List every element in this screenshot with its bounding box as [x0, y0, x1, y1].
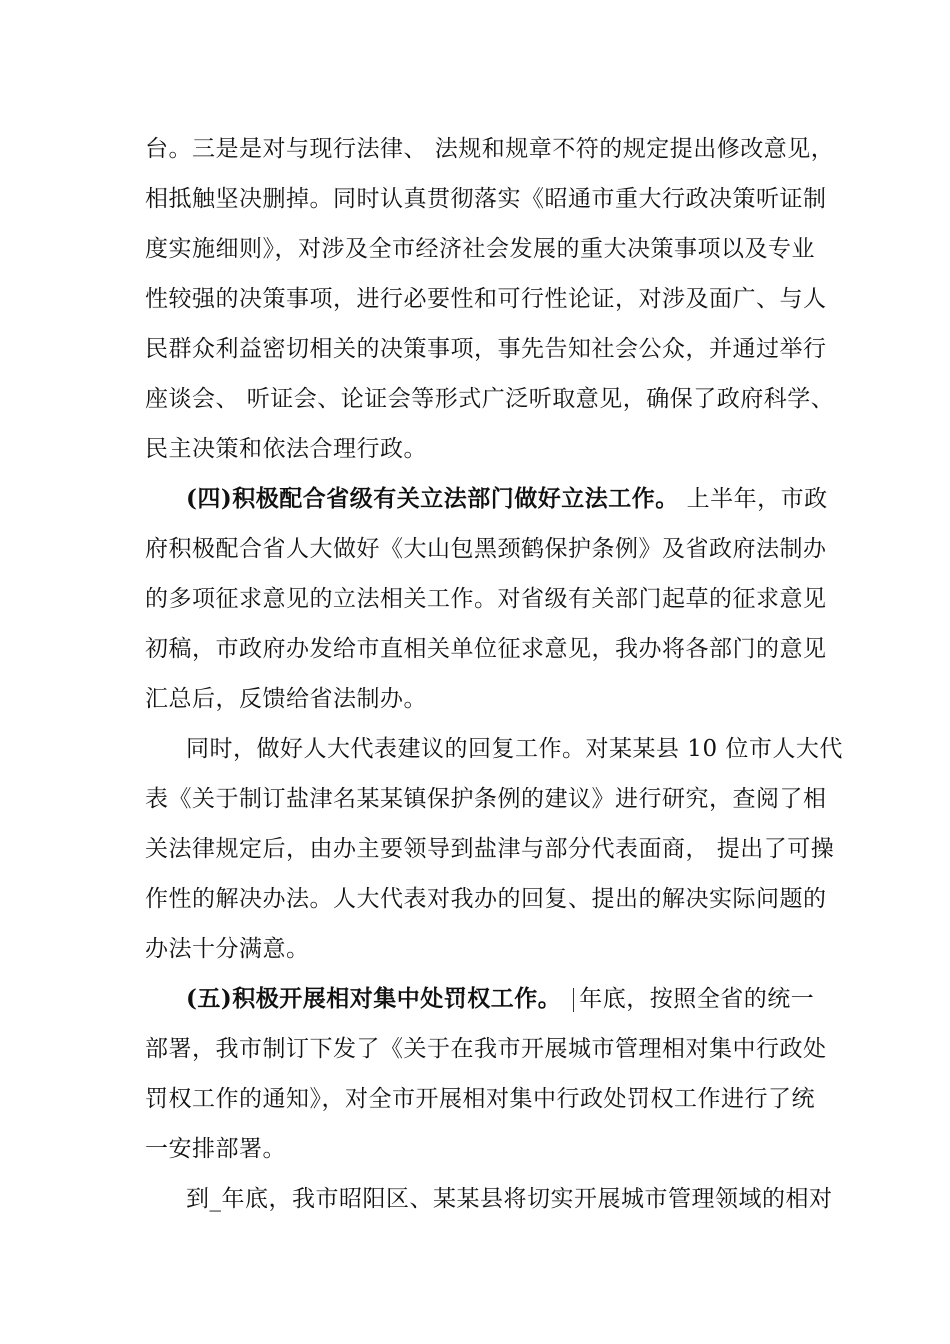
section-heading-5: (五)积极开展相对集中处罚权工作。: [186, 985, 562, 1012]
section-heading-4-text: 上半年，市政: [678, 486, 828, 512]
section-heading-4-line: [186, 479, 828, 519]
paragraph-line: 民主决策和依法合理行政。: [145, 436, 427, 462]
paragraph-line: 一安排部署。: [145, 1136, 286, 1162]
paragraph-line: 台。三是是对与现行法律、 法规和规章不符的规定提出修改意见，: [145, 136, 835, 162]
paragraph-line: 同时，做好人大代表建议的回复工作。对某某县 10 位市人大代: [186, 736, 843, 762]
section-heading-4: (四)积极配合省级有关立法部门做好立法工作。: [186, 485, 679, 512]
paragraph-line: 民群众利益密切相关的决策事项，事先告知社会公众，并通过举行: [145, 336, 827, 362]
paragraph-line: 作性的解决办法。人大代表对我办的回复、提出的解决实际问题的: [145, 886, 827, 912]
paragraph-line: 罚权工作的通知》，对全市开展相对集中行政处罚权工作进行了统: [145, 1086, 815, 1112]
paragraph-line: 关法律规定后，由办主要领导到盐津与部分代表面商， 提出了可操: [145, 836, 835, 862]
paragraph-line: 到_年底，我市昭阳区、某某县将切实开展城市管理领域的相对: [186, 1186, 833, 1212]
paragraph-line: 部署，我市制订下发了《关于在我市开展城市管理相对集中行政处: [145, 1036, 827, 1062]
paragraph-line: 的多项征求意见的立法相关工作。对省级有关部门起草的征求意见: [145, 586, 827, 612]
paragraph-line: 府积极配合省人大做好《大山包黑颈鹤保护条例》及省政府法制办: [145, 536, 827, 562]
paragraph-line: 度实施细则》，对涉及全市经济社会发展的重大决策事项以及专业: [145, 236, 815, 262]
paragraph-line: 座谈会、 听证会、论证会等形式广泛听取意见，确保了政府科学、: [145, 386, 835, 412]
text-cursor: [573, 988, 574, 1012]
section-heading-5-line: [186, 979, 815, 1019]
section-heading-5-text: 年底，按照全省的统一: [579, 986, 815, 1012]
paragraph-line: 相抵触坚决删掉。同时认真贯彻落实《昭通市重大行政决策听证制: [145, 186, 827, 212]
paragraph-line: 性较强的决策事项，进行必要性和可行性论证，对涉及面广、与人: [145, 286, 827, 312]
paragraph-line: 表《关于制订盐津名某某镇保护条例的建议》进行研究，查阅了相: [145, 786, 827, 812]
paragraph-line: 初稿，市政府办发给市直相关单位征求意见，我办将各部门的意见: [145, 636, 827, 662]
paragraph-line: 办法十分满意。: [145, 936, 310, 962]
paragraph-line: 汇总后，反馈给省法制办。: [145, 686, 427, 712]
